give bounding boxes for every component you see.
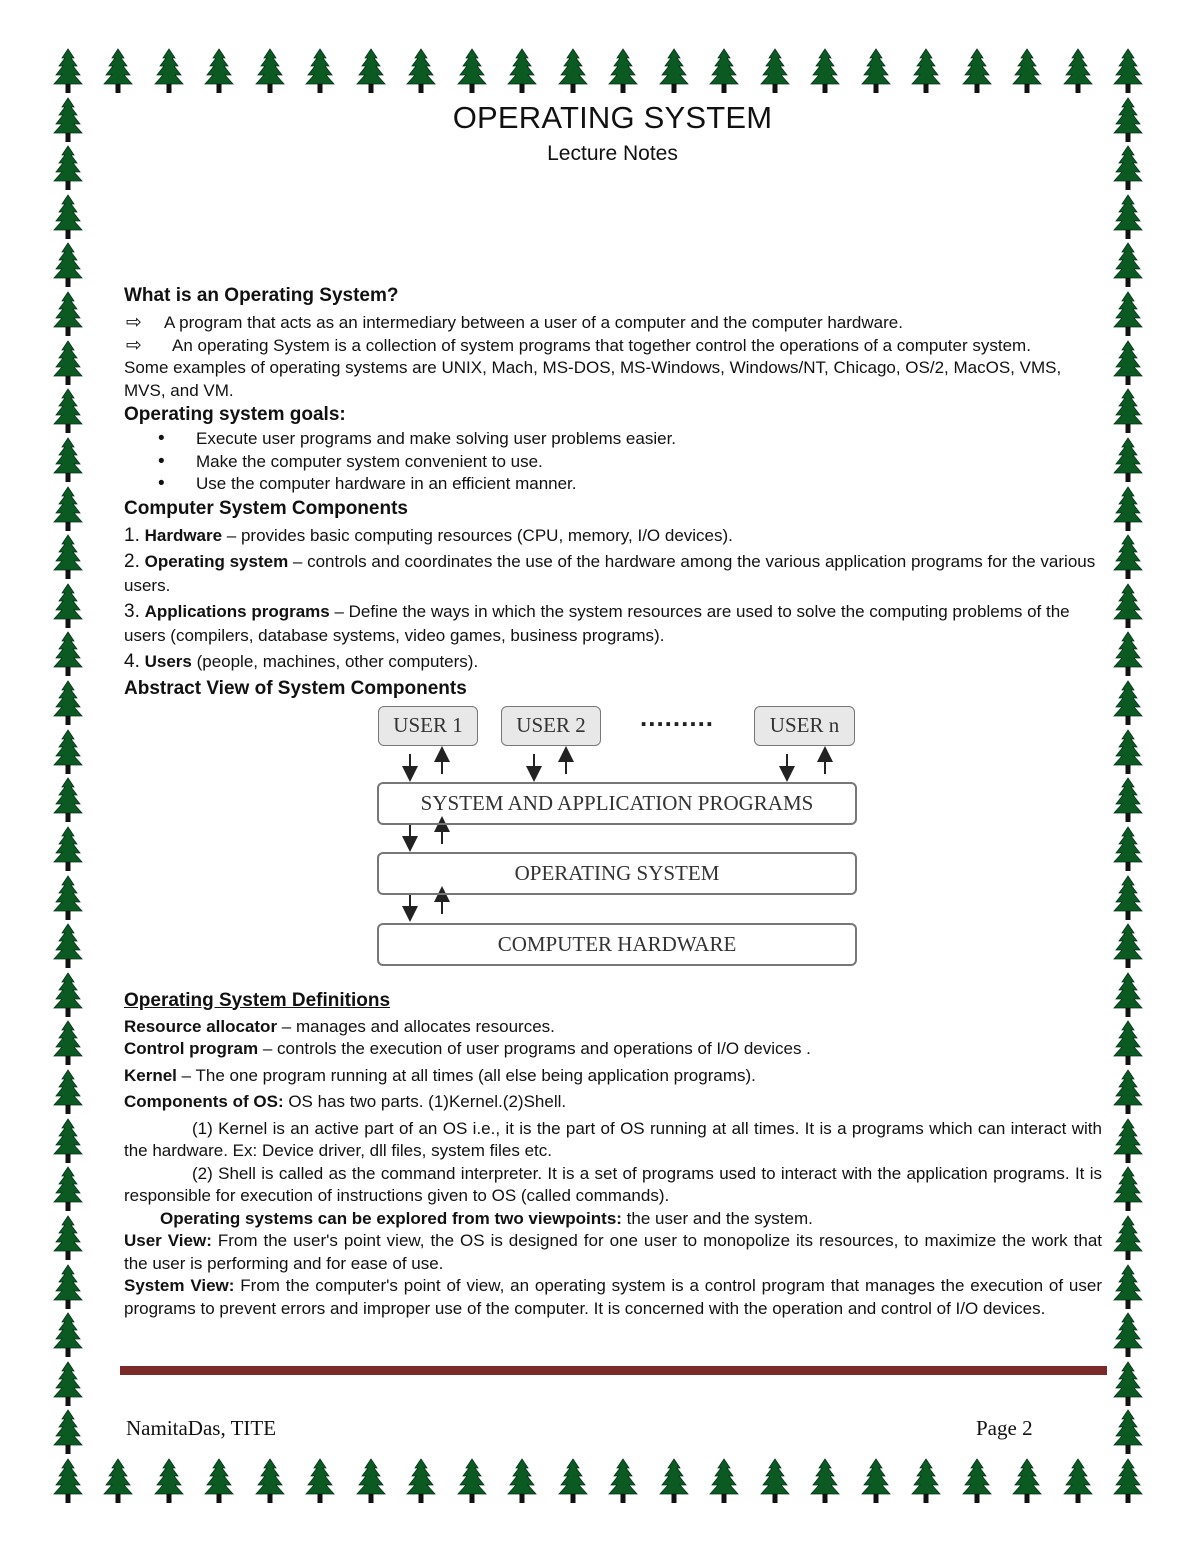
item-term: Applications programs — [144, 601, 330, 621]
item-desc: – provides basic computing resources (CPU, memory, I/O devices). — [222, 525, 733, 545]
tree-icon — [102, 48, 134, 94]
tree-icon — [52, 680, 84, 726]
tree-icon — [355, 48, 387, 94]
tree-icon — [52, 1215, 84, 1261]
paragraph-text: Shell is called as the command interpreter. It is a set of programs used to interact with the application programs. It is responsible for execution of instructions given to OS (called commands). — [124, 1163, 1102, 1205]
page-subtitle: Lecture Notes — [547, 142, 678, 165]
footer-author: NamitaDas, TITE — [126, 1416, 277, 1440]
tree-icon — [405, 48, 437, 94]
bullet-icon: • — [158, 428, 165, 449]
item-term: Users — [144, 651, 192, 671]
tree-icon — [1011, 48, 1043, 94]
viewpoints-line — [124, 1208, 1102, 1231]
tree-icon — [1112, 680, 1144, 726]
tree-icon — [1112, 1166, 1144, 1212]
tree-icon — [1112, 1215, 1144, 1261]
tree-icon — [52, 729, 84, 775]
tree-icon — [1112, 826, 1144, 872]
system-view-term: System View: — [124, 1276, 235, 1295]
tree-icon — [1112, 583, 1144, 629]
component-item-hardware — [124, 524, 1102, 548]
tree-icon — [52, 1118, 84, 1164]
tree-icon — [708, 1458, 740, 1504]
arrow-icon: ⇨ — [126, 334, 142, 356]
tree-icon — [1112, 242, 1144, 288]
item-number: 1. — [124, 524, 140, 546]
user-n-box: USER n — [754, 706, 855, 746]
paragraph-text: Kernel is an active part of an OS i.e., it is the part of OS running at all times. It is a programs which can interact with the hardware. Ex: Device driver, dll files, system files etc. — [124, 1118, 1102, 1160]
tree-icon — [52, 1409, 84, 1455]
tree-icon — [52, 291, 84, 337]
tree-icon — [506, 1458, 538, 1504]
tree-icon — [1112, 48, 1144, 94]
tree-icon — [52, 486, 84, 532]
tree-icon — [52, 1458, 84, 1504]
tree-icon — [1112, 534, 1144, 580]
tree-icon — [52, 972, 84, 1018]
tree-icon — [1112, 1069, 1144, 1115]
tree-icon — [910, 48, 942, 94]
item-desc: – Define the ways in which the system resources are used to solve the computing problems of the users (compilers, database systems, video games, business programs). — [124, 601, 1070, 645]
intro-point-2 — [124, 335, 1102, 358]
user-view-desc: From the user's point view, the OS is designed for one user to monopolize its resources, to maximize the work that the user is performing and for ease of use. — [124, 1231, 1103, 1273]
component-item-applications — [124, 600, 1102, 648]
tree-icon — [809, 1458, 841, 1504]
goal-text: Use the computer hardware in an efficient manner. — [196, 474, 577, 493]
goal-text: Make the computer system convenient to use. — [196, 451, 543, 471]
tree-icon — [658, 48, 690, 94]
tree-icon — [1112, 1264, 1144, 1310]
tree-icon — [607, 48, 639, 94]
goals-list — [124, 428, 1102, 496]
item-desc: – controls and coordinates the use of the hardware among the various application programs for the various users. — [124, 551, 1096, 595]
tree-icon — [304, 48, 336, 94]
tree-icon — [809, 48, 841, 94]
tree-icon — [52, 194, 84, 240]
tree-icon — [52, 1069, 84, 1115]
section-heading-abstract-view: Abstract View of System Components — [124, 677, 467, 699]
definition-desc: – manages and allocates resources. — [277, 1016, 555, 1036]
tree-icon — [52, 1312, 84, 1358]
user-1-box: USER 1 — [378, 706, 478, 746]
tree-icon — [961, 1458, 993, 1504]
definition-resource-allocator — [124, 1016, 1102, 1039]
component-item-os — [124, 550, 1102, 598]
definition-desc: – controls the execution of user programs and operations of I/O devices . — [258, 1039, 811, 1058]
tree-icon — [52, 1264, 84, 1310]
definition-desc: – The one program running at all times (all else being application programs). — [176, 1065, 756, 1085]
system-view-desc: From the computer's point of view, an operating system is a control program that manages the execution of user programs to prevent errors and improper use of the computer. It is concerned with the operation and control of I/O devices. — [124, 1276, 1103, 1318]
item-number: 4. — [124, 650, 140, 672]
tree-icon — [1112, 1118, 1144, 1164]
section-heading-definitions: Operating System Definitions — [124, 989, 391, 1011]
kernel-paragraph — [124, 1118, 1102, 1163]
tree-icon — [1112, 777, 1144, 823]
bullet-icon: • — [158, 450, 165, 472]
footer-page-number: Page 2 — [976, 1416, 1033, 1440]
tree-icon — [1112, 486, 1144, 532]
intro-point-text: A program that acts as an intermediary between a user of a computer and the computer hardware. — [164, 313, 903, 332]
tree-icon — [961, 48, 993, 94]
section-heading-goals: Operating system goals: — [124, 404, 346, 425]
tree-icon — [52, 923, 84, 969]
tree-icon — [456, 1458, 488, 1504]
component-item-users — [124, 650, 1102, 674]
tree-icon — [1112, 1312, 1144, 1358]
tree-icon — [1112, 1361, 1144, 1407]
tree-icon — [1112, 291, 1144, 337]
shell-paragraph — [124, 1163, 1102, 1208]
operating-system-box: OPERATING SYSTEM — [377, 852, 857, 895]
tree-icon — [52, 48, 84, 94]
ellipsis-dots: ......... — [640, 701, 715, 732]
tree-icon — [52, 340, 84, 386]
tree-icon — [1011, 1458, 1043, 1504]
tree-icon — [304, 1458, 336, 1504]
tree-icon — [1112, 340, 1144, 386]
os-examples: Some examples of operating systems are UNIX, Mach, MS-DOS, MS-Windows, Windows/NT, Chicago, OS/2, MacOS, VMS, MVS, and VM. — [124, 358, 1062, 400]
tree-icon — [52, 437, 84, 483]
tree-icon — [52, 826, 84, 872]
tree-icon — [52, 583, 84, 629]
tree-icon — [1062, 1458, 1094, 1504]
intro-point-1 — [124, 312, 1102, 335]
document-body — [124, 283, 1102, 1320]
tree-icon — [52, 631, 84, 677]
definition-desc: OS has two parts. (1)Kernel.(2)Shell. — [283, 1092, 567, 1111]
tree-icon — [1112, 388, 1144, 434]
abstract-view-diagram — [124, 702, 1102, 986]
tree-icon — [1112, 1409, 1144, 1455]
footer-divider — [120, 1366, 1107, 1375]
system-application-programs-box: SYSTEM AND APPLICATION PROGRAMS — [377, 782, 857, 825]
definition-control-program — [124, 1038, 1102, 1061]
tree-icon — [52, 534, 84, 580]
tree-icon — [52, 1020, 84, 1066]
tree-icon — [153, 1458, 185, 1504]
tree-icon — [405, 1458, 437, 1504]
tree-icon — [456, 48, 488, 94]
tree-icon — [254, 1458, 286, 1504]
list-item — [124, 428, 1102, 451]
item-number: 2. — [124, 550, 140, 572]
tree-icon — [557, 48, 589, 94]
definition-term: Resource allocator — [124, 1016, 278, 1036]
user-2-box: USER 2 — [501, 706, 601, 746]
tree-icon — [52, 1361, 84, 1407]
tree-icon — [52, 875, 84, 921]
paragraph-number: (2) — [192, 1163, 213, 1183]
tree-icon — [1062, 48, 1094, 94]
tree-icon — [1112, 923, 1144, 969]
tree-icon — [860, 48, 892, 94]
section-heading-what-is-os: What is an Operating System? — [124, 285, 399, 306]
tree-icon — [506, 48, 538, 94]
tree-icon — [203, 48, 235, 94]
viewpoints-term: Operating systems can be explored from two viewpoints: — [160, 1208, 622, 1228]
user-view-term: User View: — [124, 1231, 212, 1250]
item-term: Operating system — [144, 551, 289, 571]
list-item — [124, 473, 1102, 496]
tree-icon — [658, 1458, 690, 1504]
item-term: Hardware — [144, 525, 223, 545]
tree-icon — [1112, 1458, 1144, 1504]
definition-term: Control program — [124, 1039, 259, 1058]
tree-icon — [860, 1458, 892, 1504]
system-view-paragraph — [124, 1275, 1102, 1320]
list-item — [124, 451, 1102, 474]
computer-hardware-box: COMPUTER HARDWARE — [377, 923, 857, 966]
tree-icon — [153, 48, 185, 94]
page-title: OPERATING SYSTEM — [452, 100, 773, 135]
definition-kernel — [124, 1065, 1102, 1088]
user-view-paragraph — [124, 1230, 1102, 1275]
bullet-icon: • — [158, 473, 165, 494]
definition-term: Kernel — [124, 1065, 177, 1085]
tree-icon — [1112, 875, 1144, 921]
tree-icon — [759, 1458, 791, 1504]
paragraph-number: (1) — [192, 1118, 213, 1138]
tree-icon — [203, 1458, 235, 1504]
tree-icon — [1112, 194, 1144, 240]
tree-icon — [52, 388, 84, 434]
tree-icon — [52, 1166, 84, 1212]
definition-components-of-os — [124, 1091, 1102, 1114]
tree-icon — [607, 1458, 639, 1504]
tree-icon — [1112, 631, 1144, 677]
item-number: 3. — [124, 600, 140, 622]
section-heading-components: Computer System Components — [124, 497, 408, 519]
tree-icon — [910, 1458, 942, 1504]
goal-text: Execute user programs and make solving user problems easier. — [196, 429, 677, 448]
tree-icon — [52, 242, 84, 288]
tree-icon — [708, 48, 740, 94]
tree-icon — [355, 1458, 387, 1504]
arrow-icon: ⇨ — [126, 312, 142, 333]
tree-icon — [557, 1458, 589, 1504]
tree-icon — [1112, 1020, 1144, 1066]
viewpoints-desc: the user and the system. — [621, 1208, 813, 1228]
tree-icon — [254, 48, 286, 94]
definition-term: Components of OS: — [124, 1092, 284, 1111]
tree-icon — [52, 777, 84, 823]
tree-icon — [1112, 729, 1144, 775]
tree-icon — [1112, 972, 1144, 1018]
intro-point-text: An operating System is a collection of system programs that together control the operations of a computer system. — [172, 335, 1031, 355]
tree-icon — [1112, 437, 1144, 483]
tree-icon — [759, 48, 791, 94]
tree-icon — [102, 1458, 134, 1504]
item-desc: (people, machines, other computers). — [191, 651, 479, 671]
